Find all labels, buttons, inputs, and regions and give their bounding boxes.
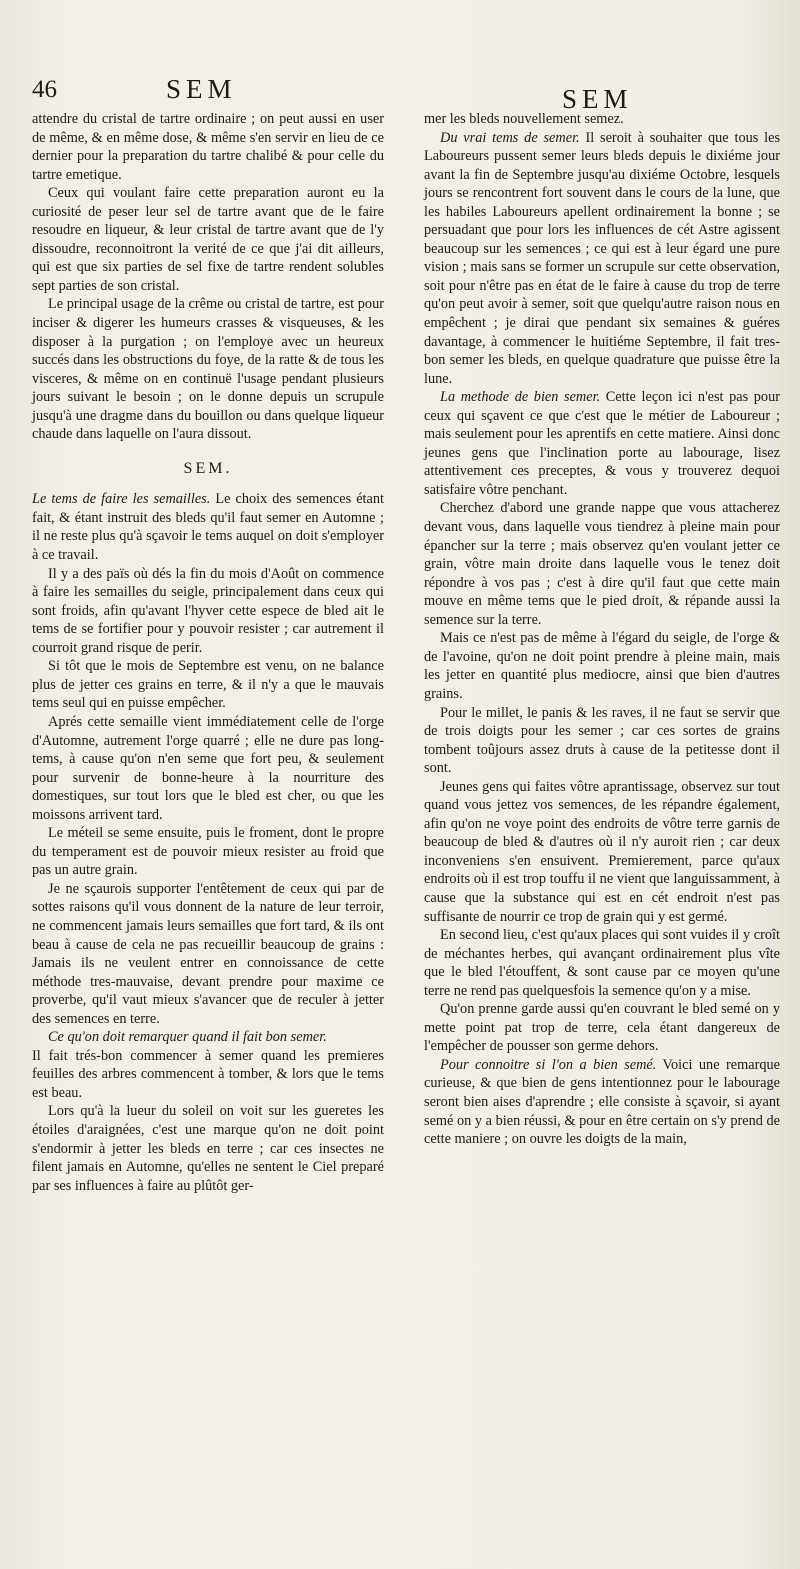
subheading: Du vrai tems de semer. <box>440 129 580 146</box>
paragraph: Aprés cette semaille vient immédiatement celle de l'orge d'Automne, autrement l'orge quarré ; elle ne dure pas long-tems, à cause qu'on n'en seme que fort peu, & seulement pour survenir de bonne-heure à la nourriture des domestiques, sur tout lors que le bled est cher, ou que les moissons arrivent tard. <box>32 713 384 823</box>
paragraph-text: Cette leçon ici n'est pas pour ceux qui sçavent ce que c'est que le métier de Laboureur ; mais seulement pour les aprentifs en cette matiere. Ainsi donc jeunes gens que l'inclination porte au labourage, lisez attentivement ces preceptes, & vous y trouverez dequoi satisfaire vôtre penchant. <box>424 389 780 498</box>
paragraph-text: Il seroit à souhaiter que tous les Laboureurs pussent semer leurs bleds depuis le dixiéme jour avant la fin de Septembre jusqu'au dixiéme Octobre, lesquels jours se rencontrent fort souvent dans le cours de la lune, que les habiles Laboureurs apellent ordinairement la bonne ; se persuadant que pour lors les influences de cét Astre agissent beaucoup sur les semences ; ce qui est à leur égard une pure vision ; mais sans se former un scrupule sur cette observation, soit pour n'être pas en état de le faire à cause du trop de terre qu'on peut avoir à semer, soit que quelqu'autre raison nous en empêchent ; je dirai que pendant six semaines & guéres davantage, à commencer le huitiéme Septembre, il fait tres-bon semer les bleds, en quelque quadrature que puisse être la lune. <box>424 129 781 387</box>
paragraph: Si tôt que le mois de Septembre est venu, on ne balance plus de jetter ces grains en terre, & il n'y a que le mauvais tems seul qui en puisse empêcher. <box>32 658 384 712</box>
paragraph: Mais ce n'est pas de même à l'égard du seigle, de l'orge & de l'avoine, qu'on ne doit point prendre à pleine main, mais les jetter en quantité plus mediocre, ainsi que bien d'autres grains. <box>424 630 780 702</box>
page-number: 46 <box>32 76 57 103</box>
paragraph-text: Le choix des semences étant fait, & étant instruit des bleds qu'il faut semer en Automne ; il ne reste plus qu'à sçavoir le tems auquel on doit s'employer à ce travail. <box>32 491 384 564</box>
paragraph-text: Voici une remarque curieuse, & que bien de gens intentionnez pour le labourage seront bien aises d'aprendre ; elle consiste à sçavoir, si ayant semé on y a bien réussi, & pour en être certain on s'y prend de cette maniere ; on ouvre les doigts de la main, <box>424 1056 780 1148</box>
section-heading: SEM. <box>183 459 233 477</box>
paragraph: Le méteil se seme ensuite, puis le froment, dont le propre du temperament est de pouvoir mieux resister au froid que pas un autre grain. <box>32 825 384 879</box>
subheading: Le tems de faire les semailles. <box>32 491 211 508</box>
paragraph: Je ne sçaurois supporter l'entêtement de ceux qui par de sottes raisons qu'il vous donnent de la nature de leur terroir, ne commencent jamais leurs semailles que fort tard, & ils ont beau à cause de cela ne pas recueillir beaucoup de grains : Jamais ils ne veulent entrer en connoissance de cette méthode tres-mauvaise, devant prendre pour maxime ce proverbe, qu'il vaut mieux s'avancer que de reculer à jetter des semences en terre. <box>32 880 384 1027</box>
right-column <box>424 110 780 1149</box>
running-head-left: SEM <box>166 74 237 104</box>
paragraph <box>424 388 780 499</box>
subheading: Pour connoitre si l'on a bien semé. <box>440 1056 657 1073</box>
running-head-right: SEM <box>562 84 633 114</box>
paragraph <box>32 490 384 564</box>
paragraph: Lors qu'à la lueur du soleil on voit sur les gueretes les étoiles d'araignées, c'est une marque qu'on ne doit point s'endormir à jetter les bleds en terre ; car ces insectes ne filent jamais en Automne, qu'elles ne sentent le Ciel preparé par ses influences à faire au plûtôt ger- <box>32 1103 384 1194</box>
paragraph <box>424 1056 780 1149</box>
paragraph: Qu'on prenne garde aussi qu'en couvrant le bled semé on y mette point pat trop de terre, cela étant dangereux de l'empêcher de pousser son germe dehors. <box>424 1001 780 1055</box>
subheading: Ce qu'on doit remarquer quand il fait bon semer. <box>48 1029 327 1046</box>
paragraph: Jeunes gens qui faites vôtre aprantissage, observez sur tout quand vous jettez vos semences, de les répandre également, afin qu'on ne voye point des endroits de vôtre terre garnis de beaucoup de bled & d'autres où il n'y auroit rien ; car deux inconveniens s'en ensuivent. Premierement, parce qu'aux endroits où il est trop touffu il ne vient que languissamment, à cause que la substance qui est en cét endroit n'est pas suffisante de nourrir ce trop de grain qui y est germé. <box>424 778 780 925</box>
paragraph <box>424 129 780 389</box>
paragraph: En second lieu, c'est qu'aux places qui sont vuides il y croît de méchantes herbes, qui avançant ordinairement plus vîte que le bled l'étouffent, & sont cause par ce moyen qu'une terre ne rend pas quelquesfois la semence qu'on y a mise. <box>424 927 780 999</box>
paragraph: attendre du cristal de tartre ordinaire ; on peut aussi en user de même, & en même dose, & même s'en servir en lieu de ce dernier pour la preparation du tartre chalibé & pour celle du tartre emetique. <box>32 111 384 183</box>
page-header <box>0 74 800 114</box>
paragraph: Le principal usage de la crême ou cristal de tartre, est pour inciser & digerer les humeurs crasses & visqueuses, & les disposer à la purgation ; on l'employe avec un heureux succés dans les obstructions du foye, de la ratte & de tous les visceres, & même on en continuë l'usage pendant plusieurs jours suivant le besoin ; on le donne depuis un scrupule jusqu'à une dragme dans du bouillon ou dans quelque liqueur chaude dans laquelle on l'aura dissout. <box>32 296 384 443</box>
paragraph: Ceux qui voulant faire cette preparation auront eu la curiosité de peser leur sel de tartre avant que de le faire resoudre en liqueur, & leur cristal de tartre avant que de l'y dissoudre, reconnoitront la verité de ce que j'ai dit ailleurs, qui est que six parties de sel fixe de tartre rendent solubles sept parties de son cristal. <box>32 185 384 294</box>
left-column <box>32 110 384 1195</box>
paragraph <box>32 1028 384 1047</box>
paragraph: Pour le millet, le panis & les raves, il ne faut se servir que de trois doigts pour les semer ; car ces sortes de grains tombent toûjours assez druts à cause de la petitesse dont il sont. <box>424 704 780 777</box>
paragraph: mer les bleds nouvellement semez. <box>424 111 624 127</box>
paragraph: Cherchez d'abord une grande nappe que vous attacherez devant vous, dans laquelle vous tiendrez à pleine main pour épancher sur la terre ; mais observez qu'en voulant jetter ce grain, vôtre main droite dans laquelle vous le tenez doit répondre à vos pas ; c'est à dire qu'il faut que cette main mouve en même tems que le pied droit, & répande aussi la semence sur la terre. <box>424 500 780 628</box>
subheading: La methode de bien semer. <box>440 389 601 406</box>
paragraph: Il y a des païs où dés la fin du mois d'Août on commence à faire les semailles du seigle, principalement dans ceux qui sont froids, afin qu'avant l'hyver cette espece de bled ait le tems de se fortifier pour y pouvoir resister ; car autrement il courroit grand risque de perir. <box>32 565 384 656</box>
paragraph: Il fait trés-bon commencer à semer quand les premieres feuilles des arbres commencent à tomber, & lors que le tems est beau. <box>32 1047 384 1101</box>
